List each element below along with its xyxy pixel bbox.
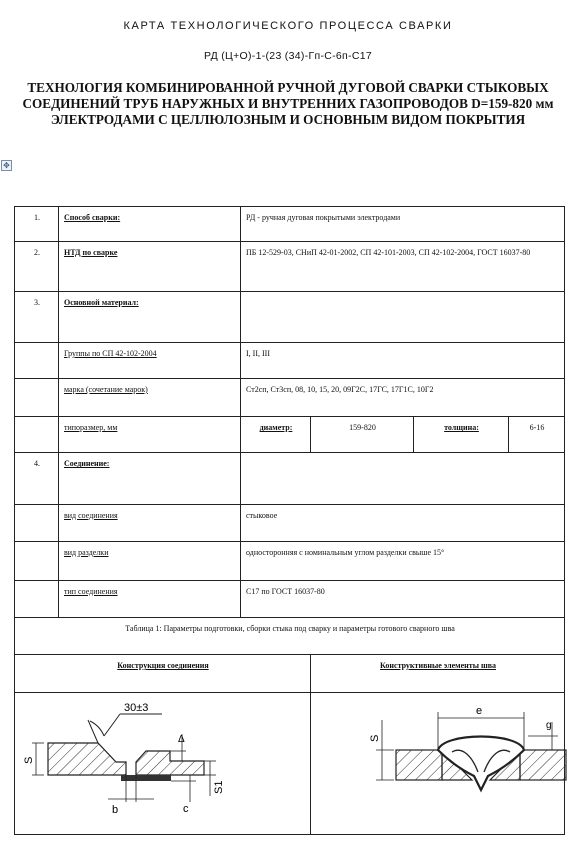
left-plate [396, 750, 442, 780]
dim-c-label: c [183, 803, 189, 815]
joint-design-drawing [20, 698, 316, 828]
left-plate [48, 743, 126, 775]
document-title: ТЕХНОЛОГИЯ КОМБИНИРОВАННОЙ РУЧНОЙ ДУГОВОЙ СВАРКИ СТЫКОВЫХ СОЕДИНЕНИЙ ТРУБ НАРУЖНЫХ И ВНУТРЕННИХ ГАЗОПРОВОДОВ D=159-820 мм ЭЛЕКТРОДАМИ С ЦЕЛЛЮЛОЗНЫМ И ОСНОВНЫМ ВИДОМ ПОКРЫТИЯ [22, 80, 554, 127]
table-row [15, 655, 565, 693]
welding-process-table [14, 206, 565, 835]
groove-kind-value: односторонняя с номинальным углом разделки свыше 15° [241, 542, 565, 581]
table1-caption: Таблица 1: Параметры подготовки, сборки стыка под сварку и параметры готового сварного шва [15, 618, 565, 655]
table-row [15, 618, 565, 655]
dim-e-label: e [476, 705, 483, 717]
table-row [15, 417, 565, 453]
diameter-value: 159-820 [311, 417, 414, 453]
joint-kind-value: стыковое [241, 505, 565, 542]
ntd-value: ПБ 12-529-03, СНиП 42-01-2002, СП 42-101-2003, СП 42-102-2004, ГОСТ 16037-80 [241, 242, 565, 292]
joint-type-value: С17 по ГОСТ 16037-80 [241, 581, 565, 618]
table-row [15, 542, 565, 581]
table-row [15, 505, 565, 542]
ntd-label: НТД по сварке [59, 242, 241, 292]
row-number: 3. [15, 292, 59, 343]
table-row [15, 343, 565, 379]
row-number: 2. [15, 242, 59, 292]
dim-b-label: b [112, 804, 119, 816]
weld-elements-drawing-cell [311, 693, 565, 835]
base-material-label: Основной материал: [59, 292, 241, 343]
right-plate [136, 751, 204, 775]
groove-kind-label: вид разделки [59, 542, 241, 581]
right-plate [520, 750, 566, 780]
weld-elements-drawing [316, 698, 570, 828]
joint-value [241, 453, 565, 505]
table-row [15, 379, 565, 417]
joint-design-heading: Конструкция соединения [117, 661, 209, 670]
table-row [15, 207, 565, 242]
table-row [15, 242, 565, 292]
table-row [15, 292, 565, 343]
steel-grade-label: марка (сочетание марок) [59, 379, 241, 417]
backing-strip [121, 775, 171, 781]
dim-delta-label: Δ [178, 734, 185, 745]
row-number: 4. [15, 453, 59, 505]
joint-kind-label: вид соединения [59, 505, 241, 542]
bevel-angle-label: 30±3 [124, 702, 149, 714]
joint-type-label: тип соединения [59, 581, 241, 618]
diameter-label: диаметр: [241, 417, 311, 453]
steel-grade-value: Ст2сп, Ст3сп, 08, 10, 15, 20, 09Г2С, 17ГС, 17Г1С, 10Г2 [241, 379, 565, 417]
table-row [15, 453, 565, 505]
table-row [15, 693, 565, 835]
material-groups-label: Группы по СП 42-102-2004 [59, 343, 241, 379]
base-material-value [241, 292, 565, 343]
dim-g-label: g [546, 720, 552, 731]
joint-label: Соединение: [59, 453, 241, 505]
weld-elements-heading: Конструктивные элементы шва [380, 661, 497, 670]
dim-s-label: S [369, 734, 381, 742]
joint-design-drawing-cell [15, 693, 311, 835]
dim-s-label: S [23, 756, 35, 764]
card-type-heading: КАРТА ТЕХНОЛОГИЧЕСКОГО ПРОЦЕССА СВАРКИ [123, 20, 453, 32]
table-move-handle-icon[interactable]: ✥ [1, 160, 12, 171]
size-label: типоразмер, мм [59, 417, 241, 453]
welding-method-value: РД - ручная дуговая покрытыми электродами [241, 207, 565, 242]
row-number: 1. [15, 207, 59, 242]
material-groups-value: I, II, III [241, 343, 565, 379]
thickness-value: 6-16 [509, 417, 565, 453]
welding-method-label: Способ сварки: [59, 207, 241, 242]
table-row [15, 581, 565, 618]
document-code: РД (Ц+О)-1-(23 (34)-Гп-С-6п-С17 [203, 50, 372, 62]
dim-s1-label: S1 [213, 780, 225, 794]
thickness-label: толщина: [414, 417, 509, 453]
